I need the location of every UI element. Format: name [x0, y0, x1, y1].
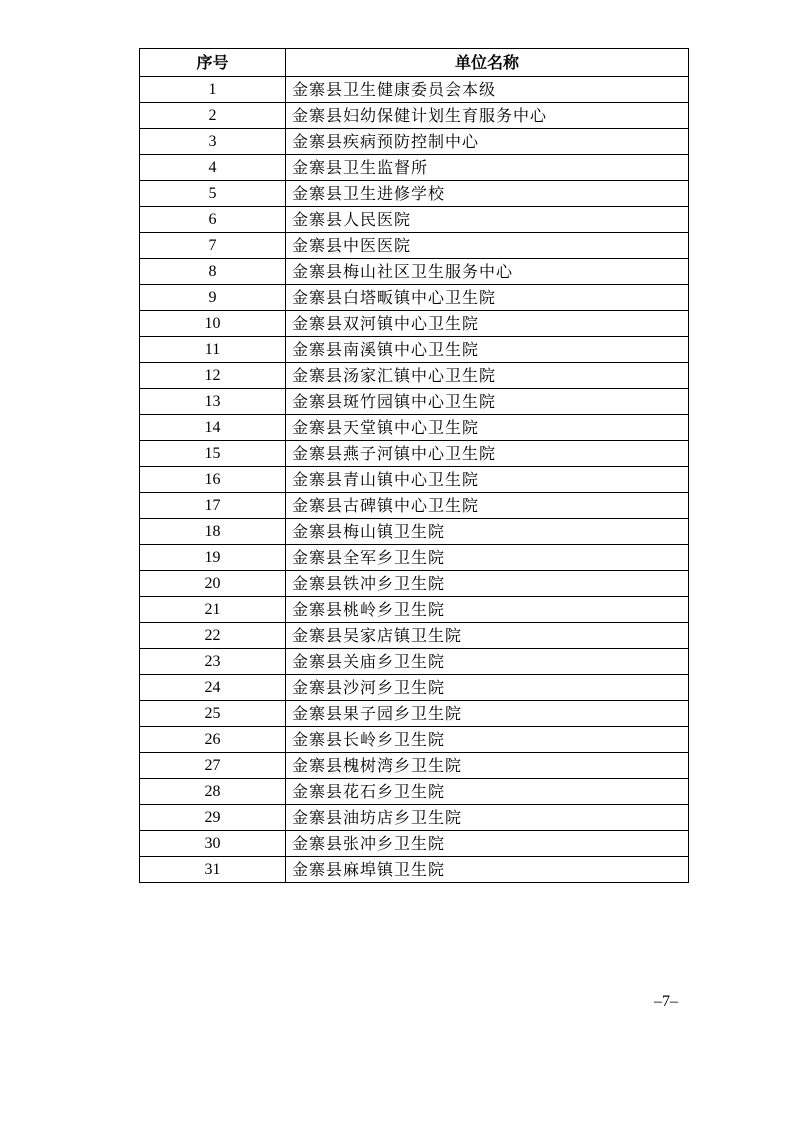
row-serial-number: 8: [140, 259, 286, 285]
table-row: [140, 337, 689, 363]
row-serial-number: 17: [140, 493, 286, 519]
table-row: [140, 181, 689, 207]
table-row: [140, 311, 689, 337]
table-row: [140, 701, 689, 727]
table-row: [140, 259, 689, 285]
row-serial-number: 4: [140, 155, 286, 181]
table-row: [140, 155, 689, 181]
row-unit-name: 金寨县天堂镇中心卫生院: [286, 415, 689, 441]
row-unit-name: 金寨县铁冲乡卫生院: [286, 571, 689, 597]
row-unit-name: 金寨县燕子河镇中心卫生院: [286, 441, 689, 467]
table-row: [140, 467, 689, 493]
row-unit-name: 金寨县卫生进修学校: [286, 181, 689, 207]
row-unit-name: 金寨县全军乡卫生院: [286, 545, 689, 571]
row-serial-number: 15: [140, 441, 286, 467]
table-row: [140, 519, 689, 545]
row-unit-name: 金寨县妇幼保健计划生育服务中心: [286, 103, 689, 129]
row-unit-name: 金寨县汤家汇镇中心卫生院: [286, 363, 689, 389]
row-serial-number: 10: [140, 311, 286, 337]
row-unit-name: 金寨县人民医院: [286, 207, 689, 233]
row-unit-name: 金寨县双河镇中心卫生院: [286, 311, 689, 337]
row-serial-number: 13: [140, 389, 286, 415]
header-unit-name: 单位名称: [286, 49, 689, 77]
table-row: [140, 753, 689, 779]
row-serial-number: 1: [140, 77, 286, 103]
row-serial-number: 19: [140, 545, 286, 571]
table-row: [140, 415, 689, 441]
row-serial-number: 26: [140, 727, 286, 753]
row-serial-number: 6: [140, 207, 286, 233]
row-unit-name: 金寨县白塔畈镇中心卫生院: [286, 285, 689, 311]
row-serial-number: 24: [140, 675, 286, 701]
table-row: [140, 675, 689, 701]
row-serial-number: 20: [140, 571, 286, 597]
table-row: [140, 129, 689, 155]
table-row: [140, 441, 689, 467]
row-unit-name: 金寨县疾病预防控制中心: [286, 129, 689, 155]
row-serial-number: 30: [140, 831, 286, 857]
header-row: [140, 49, 689, 77]
row-serial-number: 9: [140, 285, 286, 311]
table-row: [140, 623, 689, 649]
row-serial-number: 3: [140, 129, 286, 155]
row-unit-name: 金寨县南溪镇中心卫生院: [286, 337, 689, 363]
row-unit-name: 金寨县青山镇中心卫生院: [286, 467, 689, 493]
table-row: [140, 389, 689, 415]
row-unit-name: 金寨县中医医院: [286, 233, 689, 259]
row-serial-number: 11: [140, 337, 286, 363]
unit-list-table: [139, 48, 689, 883]
row-serial-number: 16: [140, 467, 286, 493]
row-unit-name: 金寨县关庙乡卫生院: [286, 649, 689, 675]
table-row: [140, 727, 689, 753]
table-row: [140, 77, 689, 103]
table-row: [140, 571, 689, 597]
row-unit-name: 金寨县卫生监督所: [286, 155, 689, 181]
row-unit-name: 金寨县麻埠镇卫生院: [286, 857, 689, 883]
row-unit-name: 金寨县梅山社区卫生服务中心: [286, 259, 689, 285]
row-serial-number: 25: [140, 701, 286, 727]
row-serial-number: 18: [140, 519, 286, 545]
row-unit-name: 金寨县古碑镇中心卫生院: [286, 493, 689, 519]
row-unit-name: 金寨县油坊店乡卫生院: [286, 805, 689, 831]
row-serial-number: 23: [140, 649, 286, 675]
row-unit-name: 金寨县梅山镇卫生院: [286, 519, 689, 545]
header-serial-number: 序号: [140, 49, 286, 77]
row-serial-number: 7: [140, 233, 286, 259]
row-serial-number: 21: [140, 597, 286, 623]
table-row: [140, 857, 689, 883]
row-serial-number: 28: [140, 779, 286, 805]
row-serial-number: 14: [140, 415, 286, 441]
table-row: [140, 207, 689, 233]
row-unit-name: 金寨县桃岭乡卫生院: [286, 597, 689, 623]
table-row: [140, 493, 689, 519]
row-serial-number: 12: [140, 363, 286, 389]
row-unit-name: 金寨县斑竹园镇中心卫生院: [286, 389, 689, 415]
table-row: [140, 285, 689, 311]
row-unit-name: 金寨县沙河乡卫生院: [286, 675, 689, 701]
row-unit-name: 金寨县吴家店镇卫生院: [286, 623, 689, 649]
row-serial-number: 31: [140, 857, 286, 883]
table-row: [140, 545, 689, 571]
row-unit-name: 金寨县张冲乡卫生院: [286, 831, 689, 857]
row-unit-name: 金寨县长岭乡卫生院: [286, 727, 689, 753]
table-row: [140, 805, 689, 831]
row-unit-name: 金寨县卫生健康委员会本级: [286, 77, 689, 103]
row-unit-name: 金寨县槐树湾乡卫生院: [286, 753, 689, 779]
table-row: [140, 649, 689, 675]
table-header: [140, 49, 689, 77]
table-row: [140, 103, 689, 129]
row-serial-number: 29: [140, 805, 286, 831]
page-number: –7–: [654, 993, 678, 1010]
row-serial-number: 5: [140, 181, 286, 207]
table-row: [140, 779, 689, 805]
table-row: [140, 363, 689, 389]
table-row: [140, 831, 689, 857]
table-row: [140, 233, 689, 259]
row-unit-name: 金寨县花石乡卫生院: [286, 779, 689, 805]
row-serial-number: 2: [140, 103, 286, 129]
row-unit-name: 金寨县果子园乡卫生院: [286, 701, 689, 727]
row-serial-number: 27: [140, 753, 286, 779]
table-row: [140, 597, 689, 623]
row-serial-number: 22: [140, 623, 286, 649]
table-body: [140, 77, 689, 883]
